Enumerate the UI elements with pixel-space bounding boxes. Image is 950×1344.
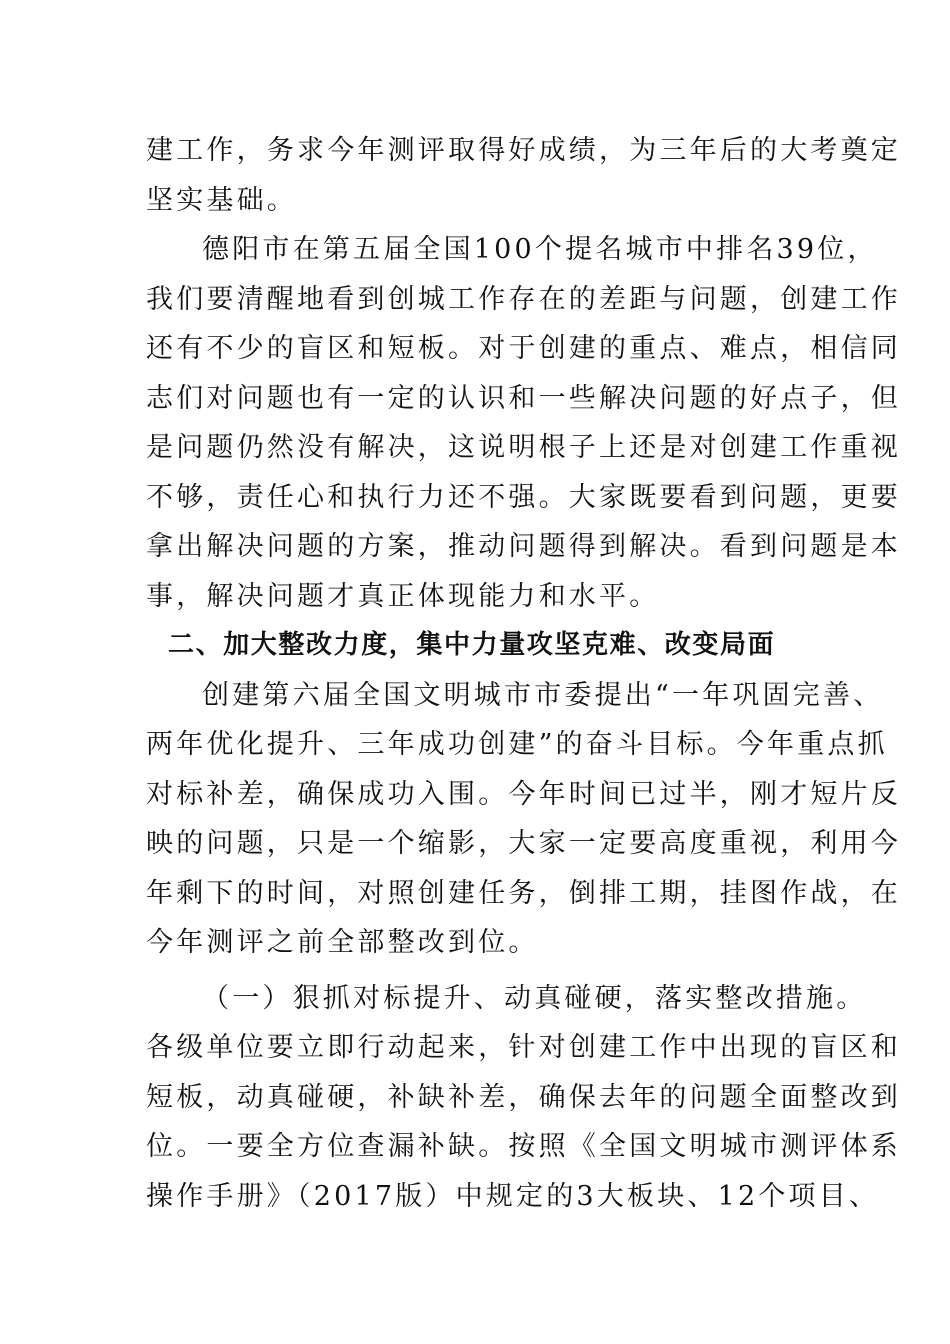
section-heading: 二、加大整改力度，集中力量攻坚克难、改变局面 (168, 630, 776, 660)
text-line: 建工作，务求今年测评取得好成绩，为三年后的大考奠定 (146, 135, 901, 166)
paragraph-subsection-1 (146, 974, 901, 1222)
text-line: 年剩下的时间，对照创建任务，倒排工期，挂图作战，在 (146, 877, 901, 909)
text-line: 是问题仍然没有解决，这说明根子上还是对创建工作重视 (146, 432, 901, 463)
text-line: 志们对问题也有一定的认识和一些解决问题的好点子，但 (146, 382, 901, 414)
paragraph-continuation (146, 126, 901, 225)
text-line: 坚实基础。 (146, 184, 297, 216)
paragraph-deyang-ranking (146, 225, 901, 621)
text-line: 还有不少的盲区和短板。对于创建的重点、难点，相信同 (146, 333, 901, 364)
text-line: 不够，责任心和执行力还不强。大家既要看到问题，更要 (146, 481, 901, 513)
subsection-heading: （一）狠抓对标提升、动真碰硬，落实整改措施。 (202, 982, 867, 1014)
text-line: 短板，动真碰硬，补缺补差，确保去年的问题全面整改到 (146, 1081, 901, 1113)
text-line: 我们要清醒地看到创城工作存在的差距与问题，创建工作 (146, 283, 901, 315)
text-line: 今年测评之前全部整改到位。 (146, 927, 539, 958)
text-line: 对标补差，确保成功入围。今年时间已过半，刚才短片反 (146, 778, 901, 810)
text-line: 德阳市在第五届全国100个提名城市中排名39位， (202, 234, 878, 265)
text-line: 事，解决问题才真正体现能力和水平。 (146, 580, 660, 612)
text-line: 拿出解决问题的方案，推动问题得到解决。看到问题是本 (146, 531, 901, 562)
text-line: 两年优化提升、三年成功创建”的奋斗目标。今年重点抓 (146, 729, 888, 760)
paragraph-goal (146, 671, 901, 968)
text-line: 各级单位要立即行动起来，针对创建工作中出现的盲区和 (146, 1032, 901, 1063)
text-line: 映的问题，只是一个缩影，大家一定要高度重视，利用今 (146, 828, 901, 859)
text-line: 位。一要全方位查漏补缺。按照《全国文明城市测评体系 (146, 1131, 901, 1162)
document-body (146, 126, 901, 1221)
text-line: 创建第六届全国文明城市市委提出“一年巩固完善、 (202, 679, 884, 711)
text-line: 操作手册》（2017版）中规定的3大板块、12个项目、 (146, 1180, 880, 1212)
